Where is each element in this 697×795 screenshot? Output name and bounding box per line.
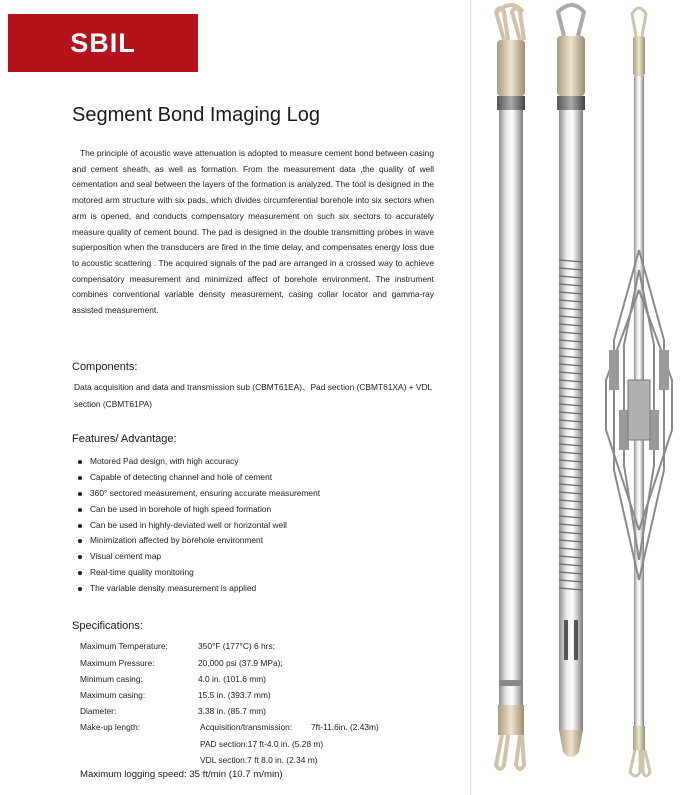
feature-text: 360° sectored measurement, ensuring accurate measurement bbox=[90, 487, 321, 498]
feature-text: Can be used in highly-deviated well or horizontal well bbox=[90, 519, 287, 530]
intro-paragraph: The principle of acoustic wave attenuation is adopted to measure cement bond between casing and cement sheath, as well as formation. From the measurement data ,the quality of well cementation and seal between the layers of the formation is analyzed. The tool is designed in the motored arm structure with six pads, which divides circumferential borehole into six sectors when arm is opened, and conducts compensatory measurement on such six sectors to accurately measure quality of cement bound. The pad is designed in the double transmitting probes in wave superposition when the transducers are fired in the time delay, and compensates energy loss due to acoustic scattering . The acquired signals of the pad are arranged in a crossed way to achieve compensatory measurement and minimized affect of borehole environment. The instrument combines conventional variable density measurement, casing collar locator and gamma-ray assisted measurement. bbox=[72, 148, 434, 316]
specifications-heading: Specifications: bbox=[72, 620, 143, 632]
column-divider bbox=[470, 0, 471, 795]
tool-photo bbox=[476, 0, 697, 795]
spec-value: 3.38 in. (85.7 mm) bbox=[198, 706, 266, 716]
feature-item bbox=[78, 470, 320, 486]
bullet-icon bbox=[78, 508, 82, 512]
feature-text: Capable of detecting channel and hole of cement bbox=[90, 471, 273, 482]
tool-acquisition-sub bbox=[496, 5, 525, 769]
bullet-icon bbox=[78, 539, 82, 543]
spec-label: Maximum Temperature: bbox=[80, 641, 168, 651]
bullet-icon bbox=[78, 476, 82, 480]
spec-value: 15.5 in. (393.7 mm) bbox=[198, 690, 271, 700]
bullet-icon bbox=[78, 524, 82, 528]
bullet-icon bbox=[78, 460, 82, 464]
bullet-icon bbox=[78, 571, 82, 575]
feature-item bbox=[78, 502, 320, 518]
document-title: Segment Bond Imaging Log bbox=[72, 104, 320, 126]
makeup-acquisition-value: 7ft-11.6in. (2.43m) bbox=[311, 722, 379, 732]
feature-text: Visual cement map bbox=[90, 551, 162, 562]
spec-value: 350°F (177°C) 6 hrs; bbox=[198, 641, 275, 651]
spec-label: Minimum casing: bbox=[80, 674, 143, 684]
spec-value: 20,000 psi (37.9 MPa); bbox=[198, 658, 283, 668]
feature-item bbox=[78, 533, 320, 549]
spec-label: Diameter: bbox=[80, 706, 117, 716]
tool-vdl-section bbox=[557, 5, 585, 757]
feature-item bbox=[78, 565, 320, 581]
features-list bbox=[78, 454, 320, 597]
makeup-pad: PAD section:17 ft-4.0 in. (5.28 m) bbox=[200, 739, 324, 749]
feature-item bbox=[78, 581, 320, 597]
tool-pad-section bbox=[606, 8, 672, 776]
bullet-icon bbox=[78, 492, 82, 496]
feature-text: Can be used in borehole of high speed formation bbox=[90, 503, 272, 514]
spec-value: 4.0 in. (101.6 mm) bbox=[198, 674, 266, 684]
feature-text: Minimization affected by borehole environment bbox=[90, 535, 264, 546]
features-heading: Features/ Advantage: bbox=[72, 433, 177, 445]
bullet-icon bbox=[78, 555, 82, 559]
max-logging-speed: Maximum logging speed: 35 ft/min (10.7 m/min) bbox=[80, 769, 283, 780]
feature-text: Motored Pad design, with high accuracy bbox=[90, 456, 239, 466]
feature-item bbox=[78, 549, 320, 565]
feature-item bbox=[78, 454, 320, 470]
bullet-icon bbox=[78, 587, 82, 591]
makeup-acquisition-label: Acquisition/transmission: bbox=[200, 722, 293, 732]
components-text: Data acquisition and data and transmission sub (CBMT61EA)、Pad section (CBMT61XA) + VDL section (CBMT61PA) bbox=[74, 382, 432, 409]
feature-text: The variable density measurement is applied bbox=[90, 583, 257, 594]
spec-label: Maximum Pressure: bbox=[80, 658, 155, 668]
spec-label: Maximum casing: bbox=[80, 690, 146, 700]
brand-banner bbox=[8, 14, 198, 72]
spec-label: Make-up length: bbox=[80, 722, 141, 732]
feature-text: Real-time quality monitoring bbox=[90, 567, 194, 578]
feature-item bbox=[78, 486, 320, 502]
components-heading: Components: bbox=[72, 361, 138, 373]
feature-item bbox=[78, 518, 320, 534]
makeup-vdl: VDL section:7 ft 8.0 in. (2.34 m) bbox=[200, 755, 318, 765]
brand-title: SBIL bbox=[70, 28, 136, 58]
